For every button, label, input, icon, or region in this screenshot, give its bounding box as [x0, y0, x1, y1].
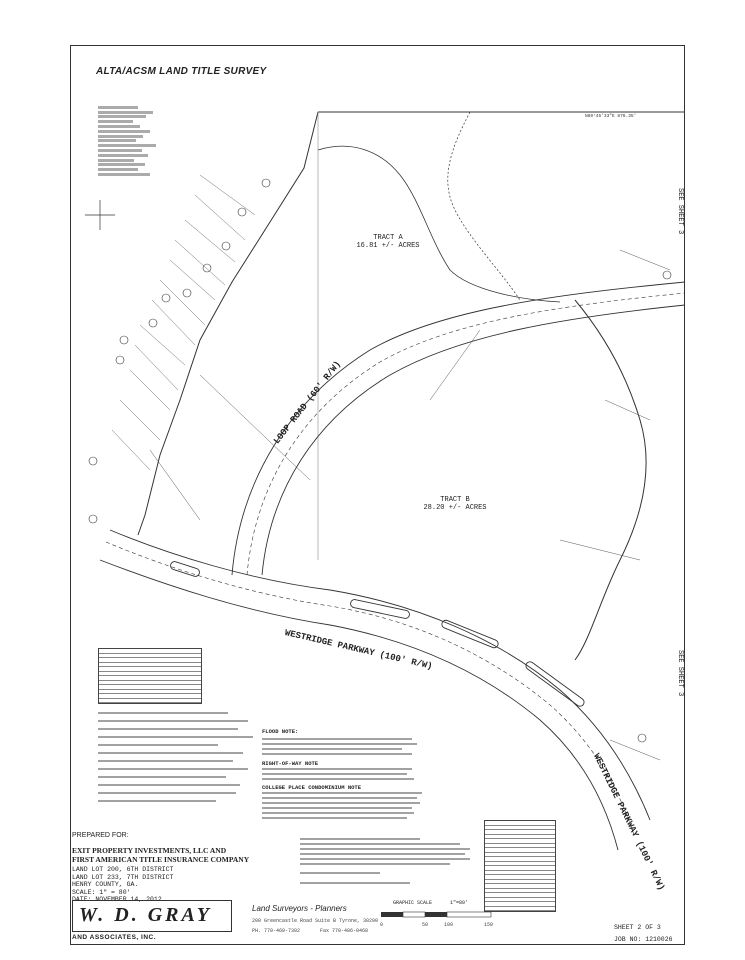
- line-table-right: [484, 820, 556, 912]
- flood-note-title: FLOOD NOTE:: [262, 728, 299, 735]
- graphic-scale-label: GRAPHIC SCALE: [393, 900, 433, 906]
- westridge-parkway-label: WESTRIDGE PARKWAY (100' R/W): [283, 628, 434, 672]
- survey-title: ALTA/ACSM LAND TITLE SURVEY: [96, 66, 267, 77]
- westridge-parkway-east-label: WESTRIDGE PARKWAY (100' R/W): [591, 752, 667, 893]
- sheet-number: SHEET 2 OF 3: [614, 924, 661, 931]
- match-line-upper: SEE SHEET 3: [676, 188, 684, 235]
- tract-b-label: [400, 496, 510, 512]
- creek-line: [448, 112, 520, 300]
- tract-a-area: 16.81 +/- ACRES: [356, 242, 420, 250]
- tract-b-east-line: [575, 300, 646, 660]
- tract-b-area: 28.20 +/- ACRES: [423, 504, 487, 512]
- graphic-scale-ratio: 1"=80': [450, 900, 469, 906]
- line-table-left: [98, 648, 202, 704]
- location-line: DATE: NOVEMBER 14, 2012: [72, 896, 162, 903]
- client-line: EXIT PROPERTY INVESTMENTS, LLC AND: [72, 846, 227, 855]
- location-line: LAND LOT 200, 6TH DISTRICT: [72, 866, 174, 873]
- scale-tick: 0: [380, 922, 384, 928]
- firm-fax: Fax 770-486-0468: [320, 928, 369, 934]
- location-line: LAND LOT 233, 7TH DISTRICT: [72, 873, 174, 881]
- college-place-note-title: COLLEGE PLACE CONDOMINIUM NOTE: [262, 784, 362, 791]
- client-line: FIRST AMERICAN TITLE INSURANCE COMPANY: [72, 855, 250, 864]
- north-line-bearing: N89°45'33"E 876.35': [585, 114, 637, 119]
- scale-tick: 50: [422, 922, 429, 928]
- graphic-scale-bar: [380, 910, 500, 920]
- job-number: JOB NO: 1210026: [614, 936, 673, 943]
- prepared-for-label: PREPARED FOR:: [72, 832, 129, 839]
- scale-tick: 150: [484, 922, 494, 928]
- firm-address: 200 Greencastle Road Suite B Tyrone, 30290: [252, 918, 379, 924]
- right-of-way-note-title: RIGHT-OF-WAY NOTE: [262, 760, 319, 767]
- loop-road-label: LOOP ROAD (60' R/W): [272, 359, 344, 447]
- loop-road-east-edge: [262, 305, 685, 575]
- west-boundary-line: [138, 112, 318, 535]
- tract-a-boundary: [318, 146, 560, 302]
- firm-logo: W. D. GRAY: [72, 900, 232, 932]
- scale-tick: 100: [444, 922, 454, 928]
- client-block: [72, 846, 262, 864]
- match-line-lower: SEE SHEET 3: [676, 650, 684, 697]
- tract-b-name: TRACT B: [440, 496, 470, 504]
- firm-services: Land Surveyors - Planners: [252, 904, 347, 913]
- firm-phone: PH. 770-460-7302: [252, 928, 301, 934]
- tract-a-label: [328, 234, 448, 250]
- loop-road-west-edge: [232, 282, 685, 575]
- location-line: HENRY COUNTY, GA.: [72, 881, 139, 888]
- firm-logo-subtitle: AND ASSOCIATES, INC.: [72, 934, 157, 941]
- tract-a-name: TRACT A: [373, 234, 403, 242]
- location-line: SCALE: 1" = 80': [72, 888, 131, 896]
- location-block: [72, 866, 173, 904]
